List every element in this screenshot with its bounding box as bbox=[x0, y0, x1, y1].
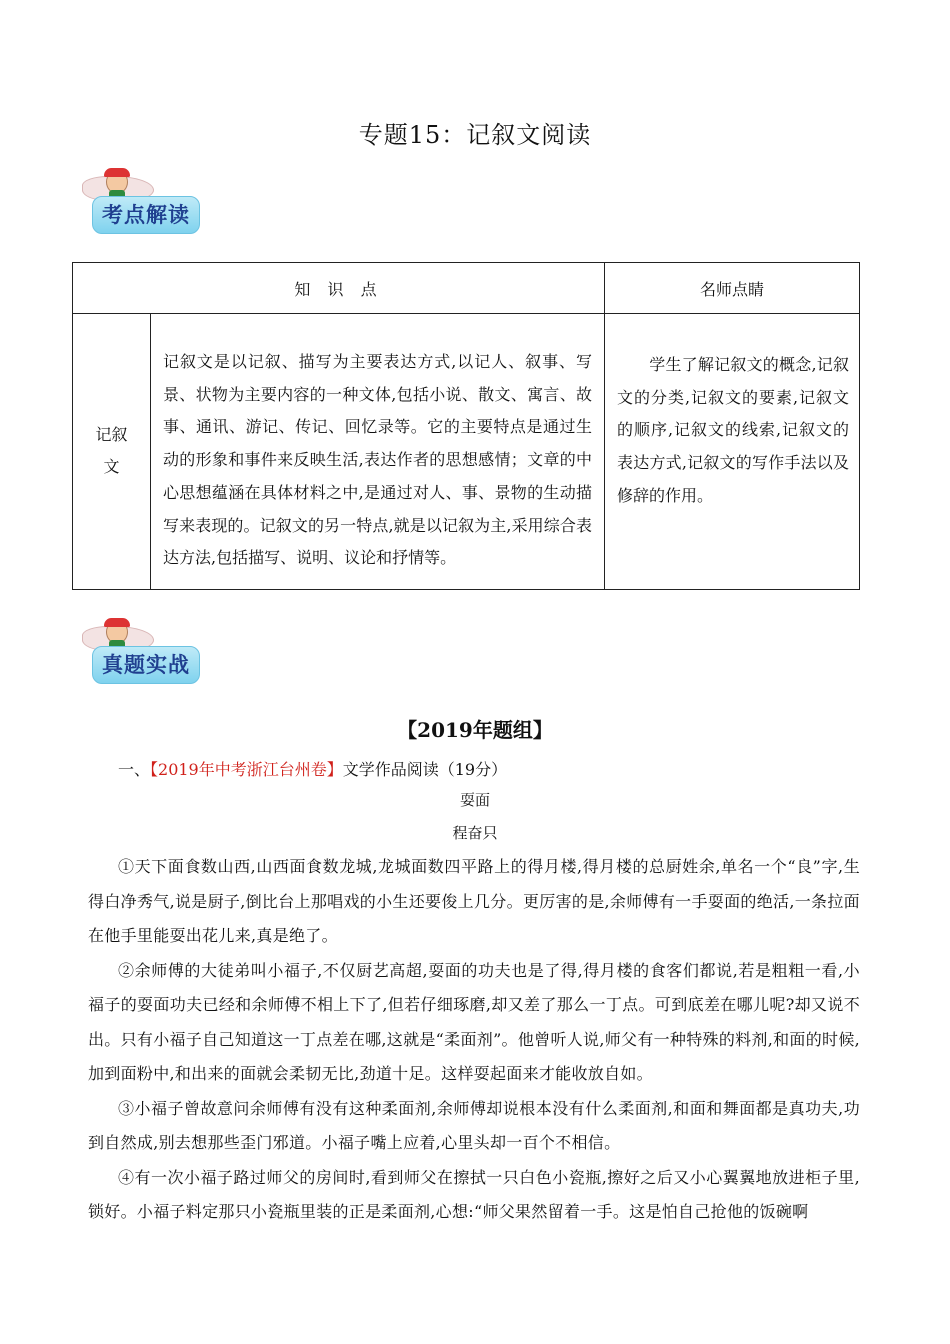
question-text: 文学作品阅读（19分） bbox=[342, 760, 508, 779]
badge-bubble bbox=[92, 196, 200, 234]
category-cell bbox=[73, 314, 151, 590]
section-badge-zhenti bbox=[82, 620, 202, 690]
paragraph: ④有一次小福子路过师父的房间时,看到师父在擦拭一只白色小瓷瓶,擦好之后又小心翼翼地放进柜子里,锁好。小福子料定那只小瓷瓶里装的正是柔面剂,心想:“师父果然留着一手。这是怕自己抢他的饭碗啊 bbox=[88, 1167, 860, 1221]
badge-bubble bbox=[92, 646, 200, 684]
passage-author: 程奋只 bbox=[452, 824, 498, 842]
question-source: 【2019年中考浙江台州卷】 bbox=[150, 760, 343, 779]
header-tips: 名师点睛 bbox=[605, 263, 860, 314]
paragraph: ①天下面食数山西,山西面食数龙城,龙城面数四平路上的得月楼,得月楼的总厨姓余,单名一个“良”字,生得白净秀气,说是厨子,倒比台上那唱戏的小生还要俊上几分。更厉害的是,余师傅有一手耍面的绝活,一条拉面在他手里能耍出花儿来,真是绝了。 bbox=[88, 857, 860, 945]
knowledge-text: 记叙文是以记叙、描写为主要表达方式,以记人、叙事、写景、状物为主要内容的一种文体,包括小说、散文、寓言、故事、通讯、游记、传记、回忆录等。它的主要特点是通过生动的形象和事件来反映生活,表达作者的思想感情；文章的中心思想蕴涵在具体材料之中,是通过对人、事、景物的生动描写来表现的。记叙文的另一特点,就是以记叙为主,采用综合表达方法,包括描写、说明、议论和抒情等。 bbox=[151, 314, 605, 590]
badge-label: 真题实战 bbox=[102, 652, 190, 677]
category-label: 记叙文 bbox=[95, 425, 128, 477]
knowledge-table bbox=[72, 262, 860, 590]
question-line bbox=[118, 757, 507, 780]
section-badge-kaodian bbox=[82, 170, 202, 240]
passage-title: 耍面 bbox=[459, 791, 490, 809]
badge-label: 考点解读 bbox=[102, 202, 190, 227]
group-title: 【2019年题组】 bbox=[397, 718, 553, 742]
question-number: 一、 bbox=[118, 760, 151, 779]
paragraph: ③小福子曾故意问余师傅有没有这种柔面剂,余师傅却说根本没有什么柔面剂,和面和舞面都是真功夫,功到自然成,别去想那些歪门邪道。小福子嘴上应着,心里头却一百个不相信。 bbox=[88, 1098, 860, 1152]
tips-text bbox=[605, 314, 860, 590]
paragraph: ②余师傅的大徒弟叫小福子,不仅厨艺高超,耍面的功夫也是了得,得月楼的食客们都说,若是粗粗一看,小福子的耍面功夫已经和余师傅不相上下了,但若仔细琢磨,却又差了那么一丁点。可到底差在哪儿呢?却又说不出。只有小福子自己知道这一丁点差在哪,这就是“柔面剂”。他曾听人说,师父有一种特殊的料剂,和面的时候,加到面粉中,和出来的面就会柔韧无比,劲道十足。这样耍起面来才能收放自如。 bbox=[88, 960, 861, 1083]
header-knowledge: 知 识 点 bbox=[73, 263, 605, 314]
mascot-hat-icon bbox=[104, 168, 130, 177]
page-title: 专题15：记叙文阅读 bbox=[358, 121, 592, 149]
passage-body bbox=[88, 850, 860, 1230]
mascot-hat-icon bbox=[104, 618, 130, 627]
tips-content: 学生了解记叙文的概念,记叙文的分类,记叙文的要素,记叙文的顺序,记叙文的线索,记叙文的表达方式,记叙文的写作手法以及修辞的作用。 bbox=[617, 355, 849, 505]
